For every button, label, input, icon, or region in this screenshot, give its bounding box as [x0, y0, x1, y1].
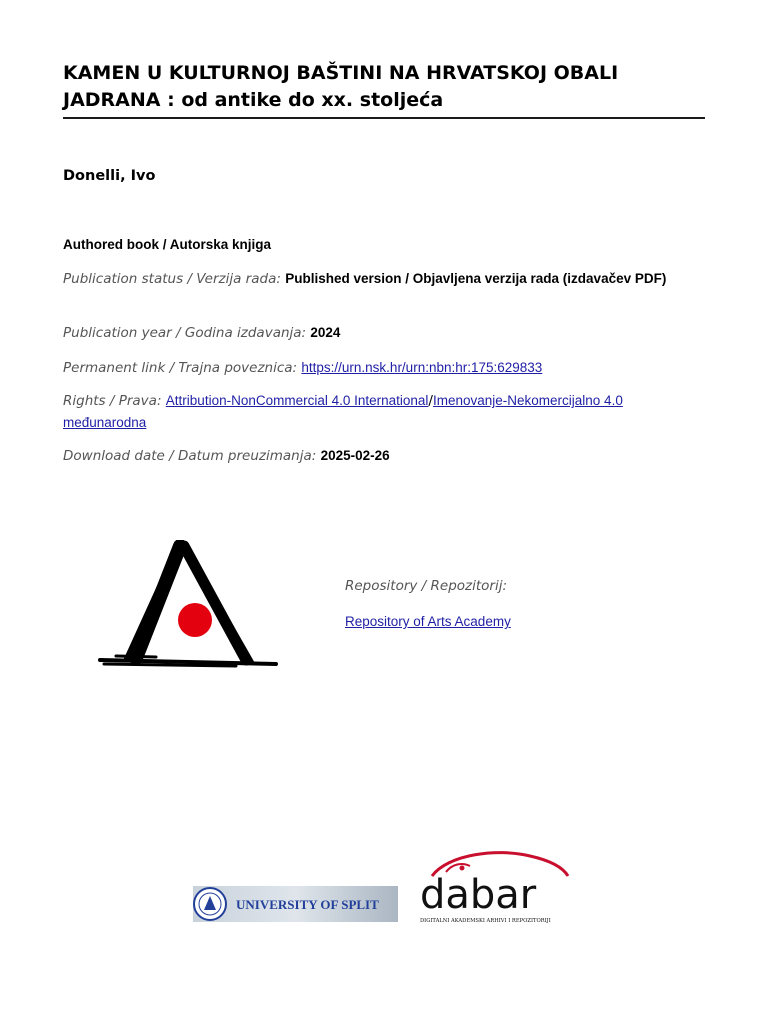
- document-type-value: Authored book / Autorska knjiga: [63, 237, 272, 252]
- download-date-label: Download date / Datum preuzimanja:: [63, 448, 317, 464]
- rights-row: [63, 390, 693, 434]
- download-date-value: 2025-02-26: [320, 448, 390, 463]
- repository-link[interactable]: Repository of Arts Academy: [345, 614, 511, 629]
- rights-separator: /: [428, 393, 433, 409]
- dabar-logo: [418, 846, 576, 926]
- download-date-row: [63, 445, 693, 467]
- publication-status-label: Publication status / Verzija rada:: [63, 271, 281, 287]
- rights-label: Rights / Prava:: [63, 393, 162, 409]
- permanent-link-row: [63, 357, 693, 379]
- rights-link-croatian[interactable]: Imenovanje-Nekomercijalno 4.0 međunarodna: [63, 393, 623, 430]
- publication-year-label: Publication year / Godina izdavanja:: [63, 325, 307, 341]
- permanent-link[interactable]: https://urn.nsk.hr/urn:nbn:hr:175:629833: [301, 360, 543, 375]
- university-name: UNIVERSITY OF SPLIT: [236, 897, 379, 912]
- dabar-subtitle: DIGITALNI AKADEMSKI ARHIVI I REPOZITORIJI: [420, 918, 551, 924]
- university-of-split-logo: [193, 883, 398, 925]
- document-type: [63, 234, 693, 256]
- dabar-wordmark: dabar: [420, 872, 537, 918]
- title-divider: [63, 117, 705, 119]
- author-name: Donelli, Ivo: [63, 168, 156, 184]
- repository-row: [345, 614, 511, 630]
- rights-link-english[interactable]: Attribution-NonCommercial 4.0 International: [165, 393, 429, 408]
- publication-year-value: 2024: [310, 325, 341, 340]
- publication-year-row: [63, 322, 693, 344]
- repository-label: Repository / Repozitorij:: [345, 578, 508, 594]
- arts-academy-logo: [96, 540, 282, 670]
- permanent-link-label: Permanent link / Trajna poveznica:: [63, 360, 298, 376]
- publication-status-row: [63, 268, 693, 290]
- publication-status-value: Published version / Objavljena verzija rada (izdavačev PDF): [285, 271, 667, 286]
- document-title: KAMEN U KULTURNOJ BAŠTINI NA HRVATSKOJ OBALI JADRANA : od antike do xx. stoljeća: [63, 62, 619, 111]
